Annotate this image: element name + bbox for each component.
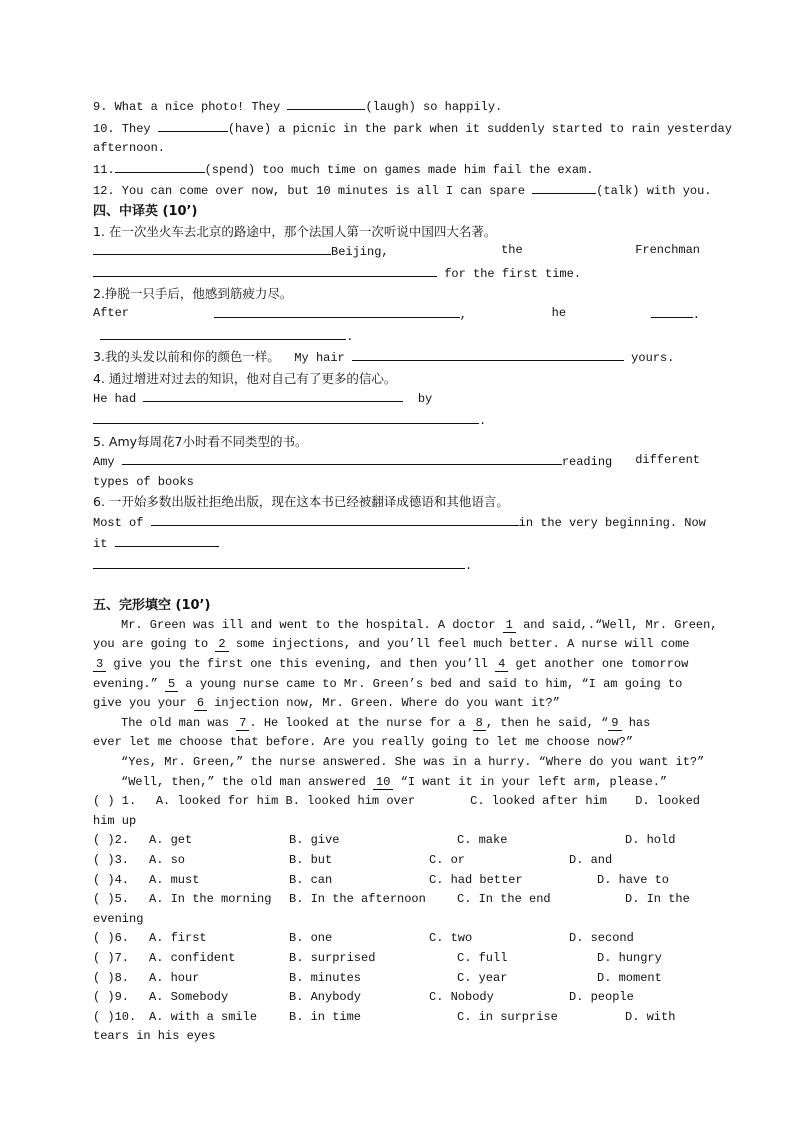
answer-blank[interactable]: [287, 96, 365, 110]
translation-q2-chinese: 2.挣脱一只手后，他感到筋疲力尽。: [93, 286, 293, 302]
translation-q2-line1: After , he .: [93, 305, 700, 322]
cloze-blank-6[interactable]: 6: [194, 696, 207, 711]
cloze-blank-8[interactable]: 8: [473, 716, 486, 731]
passage-line: 3 give you the first one this evening, and then you’ll 4 get another one tomorrow: [93, 655, 700, 675]
cloze-blank-7[interactable]: 7: [236, 716, 249, 731]
passage-line: Mr. Green was ill and went to the hospital. A doctor 1 and said,.“Well, Mr. Green,: [121, 617, 718, 632]
section-heading-cloze: 五、完形填空 (10’): [93, 598, 211, 614]
question-10-wrap: afternoon.: [93, 141, 166, 156]
option-row-5: ( )5. A. In the morning B. In the afternoon C. In the end D. In the: [93, 892, 690, 907]
option-row-2: ( )2. A. get B. give C. make D. hold: [93, 833, 676, 848]
cloze-blank-5[interactable]: 5: [165, 677, 178, 692]
option-row-8: ( )8. A. hour B. minutes C. year D. moment: [93, 970, 662, 985]
option-row-10: ( )10. A. with a smile B. in time C. in surprise D. with: [93, 1009, 676, 1024]
worksheet-page: [93, 96, 732, 1047]
answer-blank[interactable]: [158, 118, 228, 132]
answer-blank[interactable]: [532, 180, 596, 194]
option-row-9: ( )9. A. Somebody B. Anybody C. Nobody D. people: [93, 990, 634, 1005]
cloze-blank-1[interactable]: 1: [503, 618, 516, 633]
cloze-blank-2[interactable]: 2: [215, 637, 228, 652]
answer-blank[interactable]: [122, 451, 562, 465]
translation-q6-chinese: 6. 一开始多数出版社拒绝出版，现在这本书已经被翻译成德语和其他语言。: [93, 494, 509, 510]
option-row-3: ( )3. A. so B. but C. or D. and: [93, 852, 613, 867]
translation-q6-line3: .: [93, 555, 700, 577]
translation-q3: 3.我的头发以前和你的颜色一样。 My hair yours.: [93, 349, 675, 366]
translation-q2-line2: .: [93, 326, 700, 348]
passage-line: give you your 6 injection now, Mr. Green. Where do you want it?”: [93, 696, 560, 711]
passage-line: evening.” 5 a young nurse came to Mr. Green’s bed and said to him, “I am going to: [93, 676, 683, 691]
answer-blank[interactable]: [93, 410, 479, 424]
answer-blank[interactable]: [93, 263, 437, 277]
cloze-blank-10[interactable]: 10: [373, 775, 393, 790]
passage-line: The old man was 7 . He looked at the nurse for a 8 , then he said, “ 9 has: [121, 715, 651, 730]
translation-q4-chinese: 4. 通过增进对过去的知识，他对自己有了更多的信心。: [93, 370, 397, 386]
translation-q1-line2: for the first time.: [93, 263, 700, 285]
translation-q6-line1: Most of in the very beginning. Now: [93, 512, 700, 534]
passage-line: you are going to 2 some injections, and you’ll feel much better. A nurse will come: [93, 637, 690, 652]
question-12: 12. You can come over now, but 10 minutes is all I can spare (talk) with you.: [93, 180, 700, 202]
option-row-6: ( )6. A. first B. one C. two D. second: [93, 931, 634, 946]
option-row-1-wrap: him up: [93, 813, 137, 828]
option-row-7: ( )7. A. confident B. surprised C. full D. hungry: [93, 950, 662, 965]
translation-q4-line2: .: [93, 410, 700, 432]
question-10: 10. They (have) a picnic in the park when it suddenly started to rain yesterday: [93, 118, 700, 140]
cloze-blank-3[interactable]: 3: [93, 657, 106, 672]
translation-q5-line2: types of books: [93, 474, 194, 489]
translation-q1-chinese: 1. 在一次坐火车去北京的路途中，那个法国人第一次听说中国四大名著。: [93, 223, 497, 239]
answer-blank[interactable]: [352, 347, 624, 361]
answer-blank[interactable]: [93, 241, 331, 255]
option-row-5-wrap: evening: [93, 911, 144, 926]
cloze-blank-9[interactable]: 9: [608, 716, 621, 731]
option-row-4: ( )4. A. must B. can C. had better D. have to: [93, 872, 670, 887]
translation-q4-line1: He had by: [93, 388, 700, 410]
option-row-10-wrap: tears in his eyes: [93, 1029, 216, 1044]
question-11: 11. (spend) too much time on games made him fail the exam.: [93, 159, 700, 181]
option-row-1: ( ) 1. A. looked for him B. looked him over C. looked after him D. looked: [93, 794, 700, 809]
answer-blank[interactable]: [93, 555, 465, 569]
answer-blank[interactable]: [115, 533, 219, 547]
answer-blank[interactable]: [214, 304, 460, 318]
passage-line: ever let me choose that before. Are you really going to let me choose now?”: [93, 735, 634, 750]
cloze-blank-4[interactable]: 4: [495, 657, 508, 672]
section-heading-translation: 四、中译英 (10’): [93, 203, 198, 219]
question-9: 9. What a nice photo! They (laugh) so happily.: [93, 96, 700, 118]
translation-q1-line1: Beijing, the Frenchman: [93, 241, 700, 263]
answer-blank[interactable]: [100, 326, 346, 340]
answer-blank[interactable]: [651, 304, 693, 318]
answer-blank[interactable]: [151, 512, 519, 526]
translation-q5-line1: Amy reading different: [93, 453, 700, 470]
passage-line: “Well, then,” the old man answered 10 “I want it in your left arm, please.”: [121, 774, 668, 789]
answer-blank[interactable]: [143, 388, 403, 402]
translation-q5-chinese: 5. Amy每周花7小时看不同类型的书。: [93, 433, 308, 449]
answer-blank[interactable]: [115, 159, 205, 173]
passage-line: “Yes, Mr. Green,” the nurse answered. She was in a hurry. “Where do you want it?”: [121, 755, 705, 769]
translation-q6-line2: it: [93, 533, 700, 555]
